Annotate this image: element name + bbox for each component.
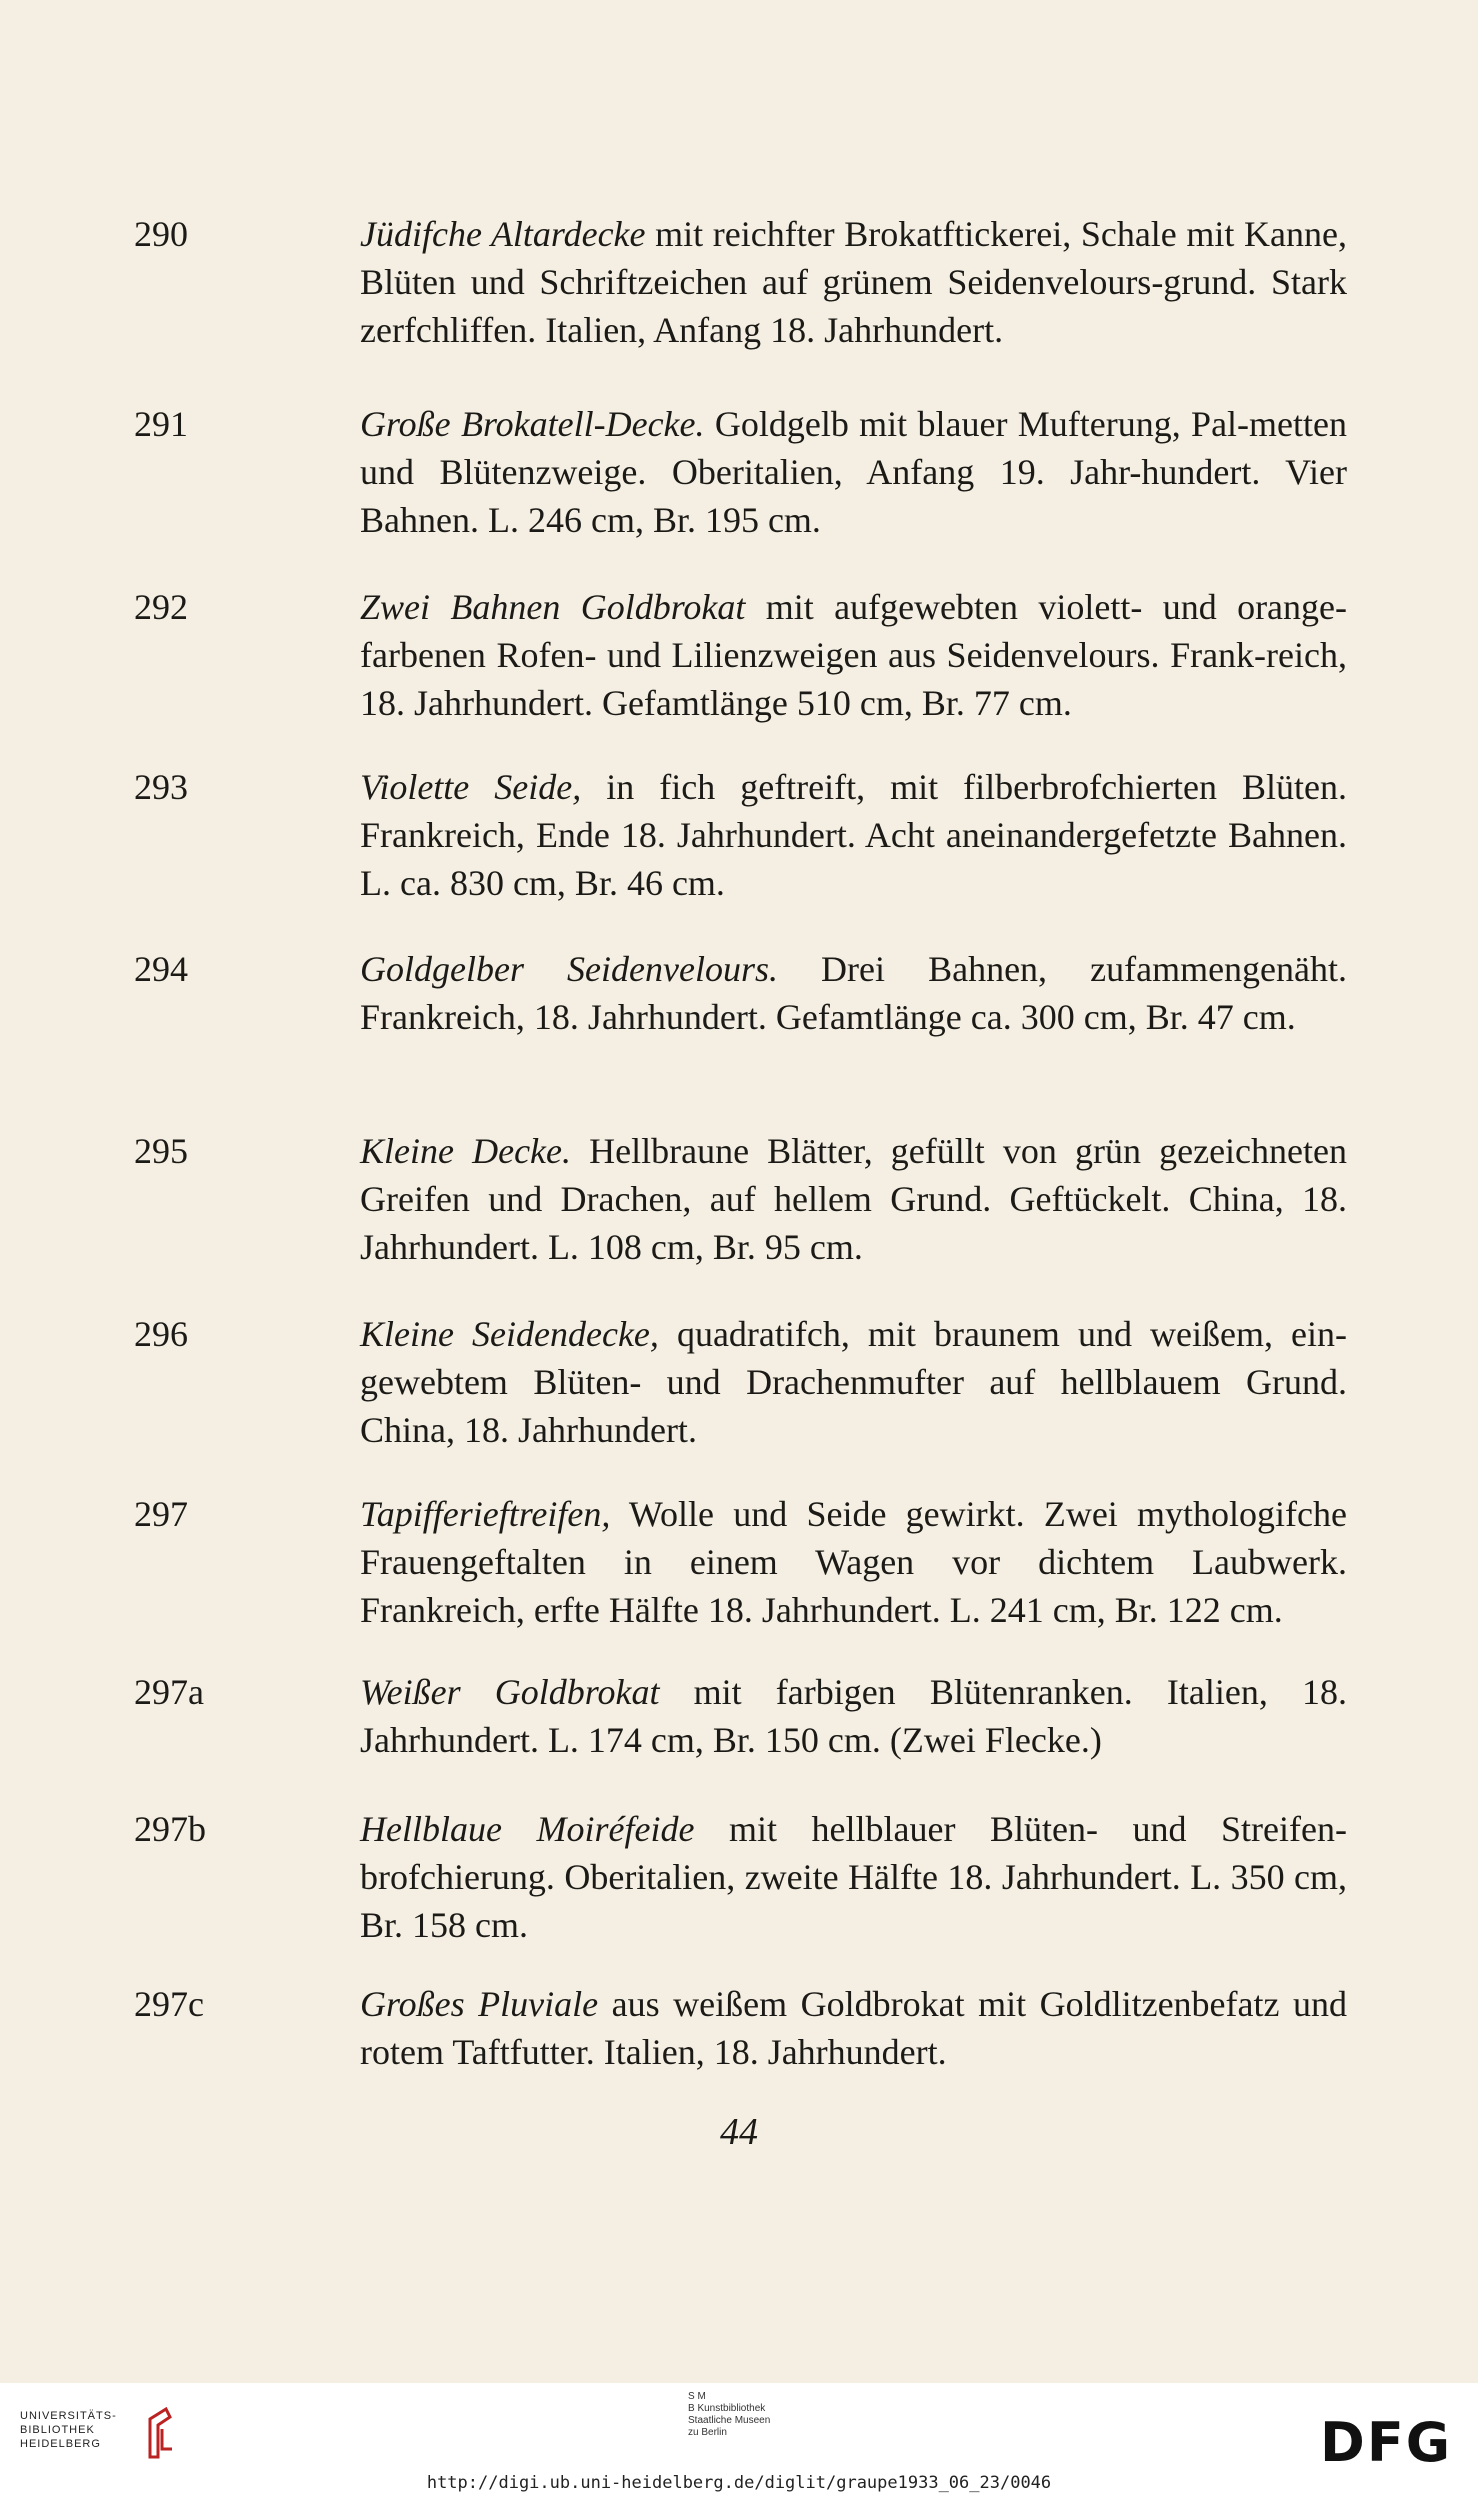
stamp-line: Staatliche Museen <box>688 2415 771 2426</box>
catalog-entry: 294 Goldgelber Seidenvelours. Drei Bahnen, zufammengenäht. Frankreich, 18. Jahrhundert. Gefamtlänge ca. 300 cm, Br. 47 cm. <box>134 949 1348 1037</box>
entry-title: Tapifferieftreifen, <box>360 1494 611 1534</box>
entry-description: mit reichfter Brokatftickerei, Schale mit Kanne, Blüten und Schriftzeichen auf grünem Seidenvelours-grund. Stark zerfchliffen. Italien, Anfang 18. Jahrhundert. <box>360 214 1347 350</box>
entry-description: Drei Bahnen, zufammengenäht. Frankreich, 18. Jahrhundert. Gefamtlänge ca. 300 cm, Br. 47 cm. <box>360 949 1348 1037</box>
library-name[interactable] <box>20 2409 117 2451</box>
library-line: HEIDELBERG <box>20 2438 101 2450</box>
entry-title: Große Brokatell-Decke. <box>360 404 705 444</box>
entry-description: Hellbraune Blätter, gefüllt von grün gezeichneten Greifen und Drachen, auf hellem Grund. Geftückelt. China, 18. Jahrhundert. L. 108 cm, Br. 95 cm. <box>360 1131 1347 1267</box>
catalog-entry: 297a Weißer Goldbrokat mit farbigen Blütenranken. Italien, 18. Jahrhundert. L. 174 cm, Br. 150 cm. (Zwei Flecke.) <box>134 1672 1347 1760</box>
library-line: BIBLIOTHEK <box>20 2424 95 2436</box>
entry-title: Großes Pluviale <box>360 1984 599 2024</box>
entry-description: mit farbigen Blütenranken. Italien, 18. Jahrhundert. L. 174 cm, Br. 150 cm. (Zwei Flecke.) <box>360 1672 1347 1760</box>
stamp-line: S M <box>688 2391 706 2402</box>
entry-description: Wolle und Seide gewirkt. Zwei mythologifche Frauengeftalten in einem Wagen vor dichtem Laubwerk. Frankreich, erfte Hälfte 18. Jahrhundert. L. 241 cm, Br. 122 cm. <box>360 1494 1347 1630</box>
catalog-entry: 292 Zwei Bahnen Goldbrokat mit aufgewebten violett- und orange-farbenen Rofen- und Lilienzweigen aus Seidenvelours. Frank-reich, 18. Jahrhundert. Gefamtlänge 510 cm, Br. 77 cm. <box>134 587 1347 723</box>
catalog-entry: 296 Kleine Seidendecke, quadratifch, mit braunem und weißem, ein-gewebtem Blüten- und Drachenmufter auf hellblauem Grund. China, 18. Jahrhundert. <box>134 1314 1347 1450</box>
entry-title: Hellblaue Moiréfeide <box>360 1809 695 1849</box>
entry-title: Weißer Goldbrokat <box>360 1672 660 1712</box>
library-line: UNIVERSITÄTS- <box>20 2410 117 2422</box>
entry-title: Kleine Decke. <box>360 1131 572 1171</box>
entry-title: Kleine Seidendecke, <box>360 1314 659 1354</box>
catalog-entry: 297c Großes Pluviale aus weißem Goldbrokat mit Goldlitzenbefatz und rotem Taftfutter. Italien, 18. Jahrhundert. <box>134 1984 1347 2072</box>
entry-description: Goldgelb mit blauer Mufterung, Pal-metten und Blütenzweige. Oberitalien, Anfang 19. Jahr-hundert. Vier Bahnen. L. 246 cm, Br. 195 cm. <box>360 404 1347 540</box>
catalog-entry: 291 Große Brokatell-Decke. Goldgelb mit blauer Mufterung, Pal-metten und Blütenzweige. Oberitalien, Anfang 19. Jahr-hundert. Vier Bahnen. L. 246 cm, Br. 195 cm. <box>134 404 1347 540</box>
catalog-entry: 293 Violette Seide, in fich geftreift, mit filberbrofchierten Blüten. Frankreich, Ende 18. Jahrhundert. Acht aneinandergefetzte Bahnen. L. ca. 830 cm, Br. 46 cm. <box>134 767 1347 903</box>
entry-description: mit aufgewebten violett- und orange-farbenen Rofen- und Lilienzweigen aus Seidenvelours. Frank-reich, 18. Jahrhundert. Gefamtlänge 510 cm, Br. 77 cm. <box>360 587 1347 723</box>
source-url-link[interactable]: http://digi.ub.uni-heidelberg.de/diglit/graupe1933_06_23/0046 <box>426 2473 1052 2493</box>
entry-description: aus weißem Goldbrokat mit Goldlitzenbefatz und rotem Taftfutter. Italien, 18. Jahrhundert. <box>360 1984 1347 2072</box>
entry-description: in fich geftreift, mit filberbrofchierten Blüten. Frankreich, Ende 18. Jahrhundert. Acht aneinandergefetzte Bahnen. L. ca. 830 cm, Br. 46 cm. <box>360 767 1347 903</box>
stamp-line: B Kunstbibliothek <box>688 2403 766 2414</box>
entry-title: Violette Seide, <box>360 767 582 807</box>
page-number: 44 <box>720 2111 758 2153</box>
dfg-logo[interactable]: DFG <box>1320 2411 1453 2474</box>
catalog-entry: 297b Hellblaue Moiréfeide mit hellblauer Blüten- und Streifen-brofchierung. Oberitalien, zweite Hälfte 18. Jahrhundert. L. 350 cm, Br. 158 cm. <box>134 1809 1347 1945</box>
entry-title: Jüdifche Altardecke <box>360 214 646 254</box>
university-logo-icon[interactable] <box>136 2405 178 2461</box>
museum-stamp <box>688 2391 770 2439</box>
catalog-entry: 297 Tapifferieftreifen, Wolle und Seide gewirkt. Zwei mythologifche Frauengeftalten in einem Wagen vor dichtem Laubwerk. Frankreich, erfte Hälfte 18. Jahrhundert. L. 241 cm, Br. 122 cm. <box>134 1494 1347 1630</box>
entry-description: quadratifch, mit braunem und weißem, ein-gewebtem Blüten- und Drachenmufter auf hellblauem Grund. China, 18. Jahrhundert. <box>360 1314 1347 1450</box>
stamp-line: zu Berlin <box>688 2427 727 2438</box>
catalog-entry: 290 Jüdifche Altardecke mit reichfter Brokatftickerei, Schale mit Kanne, Blüten und Schriftzeichen auf grünem Seidenvelours-grund. Stark zerfchliffen. Italien, Anfang 18. Jahrhundert. <box>134 214 1347 350</box>
entry-title: Zwei Bahnen Goldbrokat <box>360 587 746 627</box>
entry-title: Goldgelber Seidenvelours. <box>360 949 778 989</box>
entry-description: mit hellblauer Blüten- und Streifen-brofchierung. Oberitalien, zweite Hälfte 18. Jahrhundert. L. 350 cm, Br. 158 cm. <box>360 1809 1347 1945</box>
footer-bar <box>0 2383 1478 2499</box>
catalog-entry: 295 Kleine Decke. Hellbraune Blätter, gefüllt von grün gezeichneten Greifen und Drachen, auf hellem Grund. Geftückelt. China, 18. Jahrhundert. L. 108 cm, Br. 95 cm. <box>134 1131 1347 1267</box>
